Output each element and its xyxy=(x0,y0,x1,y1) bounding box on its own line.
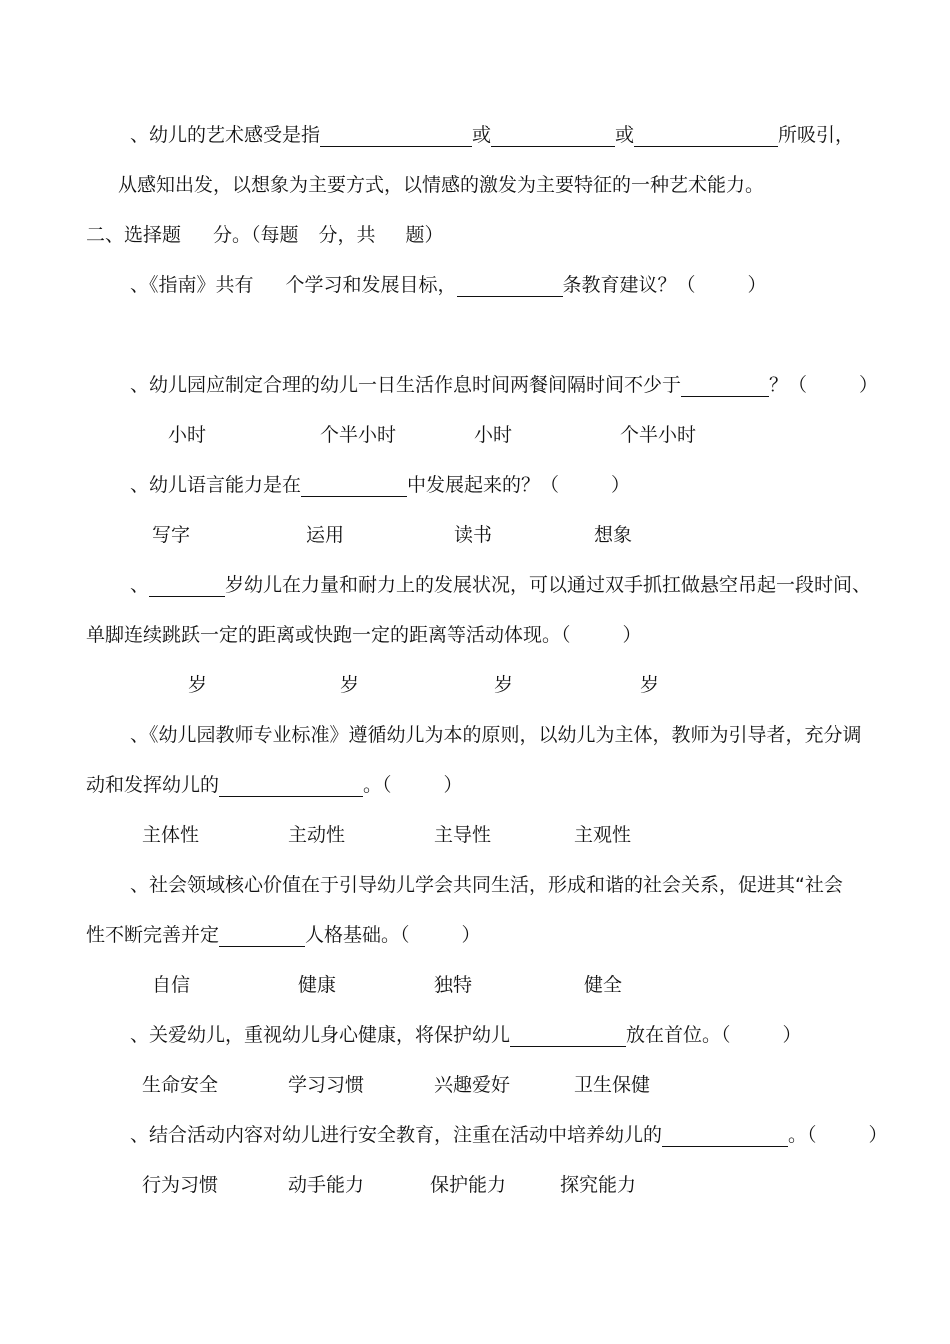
option[interactable]: 想象 xyxy=(594,524,633,546)
option[interactable]: 写字 xyxy=(152,524,191,546)
q-text: ） xyxy=(859,374,879,396)
section-text: 题） xyxy=(405,224,444,246)
option[interactable]: 小时 xyxy=(168,424,207,446)
option[interactable]: 动手能力 xyxy=(288,1174,365,1196)
question-4-line1 xyxy=(130,572,871,598)
option[interactable]: 岁 xyxy=(494,674,514,696)
option[interactable]: 生命安全 xyxy=(142,1074,219,1096)
question-6-line1: 、社会领域核心价值在于引导幼儿学会共同生活，形成和谐的社会关系，促进其“社会 xyxy=(130,874,843,896)
q-text: 人格基础。（ xyxy=(305,924,410,946)
option[interactable]: 主体性 xyxy=(142,824,200,846)
q-text: 或 xyxy=(472,124,492,146)
q-text: ） xyxy=(868,1124,888,1146)
option[interactable]: 卫生保健 xyxy=(574,1074,651,1096)
option[interactable]: 岁 xyxy=(340,674,360,696)
q-text: ） xyxy=(443,774,463,796)
option[interactable]: 岁 xyxy=(188,674,208,696)
question-4-line2 xyxy=(86,622,642,648)
q-text: 所吸引， xyxy=(778,124,855,146)
q-text: ） xyxy=(622,624,642,646)
answer-blank[interactable] xyxy=(662,1126,788,1147)
q-text: 、结合活动内容对幼儿进行安全教育，注重在活动中培养幼儿的 xyxy=(130,1124,663,1146)
answer-blank[interactable] xyxy=(219,776,363,797)
q-text: 、《指南》共有 xyxy=(130,274,254,296)
section-heading xyxy=(86,222,444,248)
option[interactable]: 主动性 xyxy=(288,824,346,846)
q-text: ） xyxy=(782,1024,802,1046)
q-text: 放在首位。（ xyxy=(626,1024,731,1046)
question-1 xyxy=(130,272,767,298)
q-text: 、幼儿语言能力是在 xyxy=(130,474,302,496)
answer-blank[interactable] xyxy=(219,926,305,947)
question-3 xyxy=(130,472,630,498)
option[interactable]: 岁 xyxy=(640,674,660,696)
q-text: 动和发挥幼儿的 xyxy=(86,774,220,796)
option[interactable]: 兴趣爱好 xyxy=(434,1074,511,1096)
answer-blank[interactable] xyxy=(320,126,472,147)
option[interactable]: 个半小时 xyxy=(620,424,697,446)
q-text: ） xyxy=(611,474,631,496)
question-5-line1: 、《幼儿园教师专业标准》遵循幼儿为本的原则，以幼儿为主体，教师为引导者，充分调 xyxy=(130,724,862,746)
option[interactable]: 行为习惯 xyxy=(142,1174,219,1196)
option[interactable]: 健康 xyxy=(298,974,337,996)
q-text: 中发展起来的？（ xyxy=(407,474,560,496)
q-text: 。（ xyxy=(363,774,392,796)
option[interactable]: 自信 xyxy=(152,974,191,996)
question-art-line1 xyxy=(130,122,854,148)
option[interactable]: 探究能力 xyxy=(560,1174,637,1196)
q-text: 性不断完善并定 xyxy=(86,924,220,946)
answer-blank[interactable] xyxy=(149,576,225,597)
question-2 xyxy=(130,372,878,398)
q-text: 。（ xyxy=(788,1124,817,1146)
question-7 xyxy=(130,1022,802,1048)
answer-blank[interactable] xyxy=(301,476,407,497)
answer-blank[interactable] xyxy=(681,376,769,397)
option[interactable]: 小时 xyxy=(474,424,513,446)
question-8 xyxy=(130,1122,888,1148)
option[interactable]: 学习习惯 xyxy=(288,1074,365,1096)
option[interactable]: 个半小时 xyxy=(320,424,397,446)
question-art-line2: 从感知出发，以想象为主要方式，以情感的激发为主要特征的一种艺术能力。 xyxy=(118,174,765,196)
option[interactable]: 保护能力 xyxy=(430,1174,507,1196)
q-text: 、关爱幼儿，重视幼儿身心健康，将保护幼儿 xyxy=(130,1024,511,1046)
option[interactable]: 运用 xyxy=(306,524,345,546)
q-text: 条教育建议？（ xyxy=(562,274,696,296)
option[interactable]: 健全 xyxy=(584,974,623,996)
answer-blank[interactable] xyxy=(457,276,563,297)
section-text: 分。（每题 xyxy=(213,224,299,246)
answer-blank[interactable] xyxy=(491,126,615,147)
option[interactable]: 独特 xyxy=(434,974,473,996)
question-5-line2 xyxy=(86,772,463,798)
option[interactable]: 读书 xyxy=(454,524,493,546)
q-text: ？（ xyxy=(769,374,808,396)
q-text: 、幼儿的艺术感受是指 xyxy=(130,124,321,146)
question-6-line2 xyxy=(86,922,481,948)
section-text: 分，共 xyxy=(318,224,376,246)
q-text: 个学习和发展目标， xyxy=(285,274,457,296)
option[interactable]: 主观性 xyxy=(574,824,632,846)
answer-blank[interactable] xyxy=(510,1026,626,1047)
q-text: 、幼儿园应制定合理的幼儿一日生活作息时间两餐间隔时间不少于 xyxy=(130,374,682,396)
option[interactable]: 主导性 xyxy=(434,824,492,846)
q-text: 、 xyxy=(130,574,150,596)
q-text: ） xyxy=(747,274,767,296)
q-text: 单脚连续跳跃一定的距离或快跑一定的距离等活动体现。（ xyxy=(86,624,571,646)
section-title: 二、选择题 xyxy=(86,224,182,246)
answer-blank[interactable] xyxy=(634,126,778,147)
q-text: 或 xyxy=(615,124,635,146)
q-text: ） xyxy=(461,924,481,946)
q-text: 岁幼儿在力量和耐力上的发展状况，可以通过双手抓扛做悬空吊起一段时间、 xyxy=(225,574,872,596)
